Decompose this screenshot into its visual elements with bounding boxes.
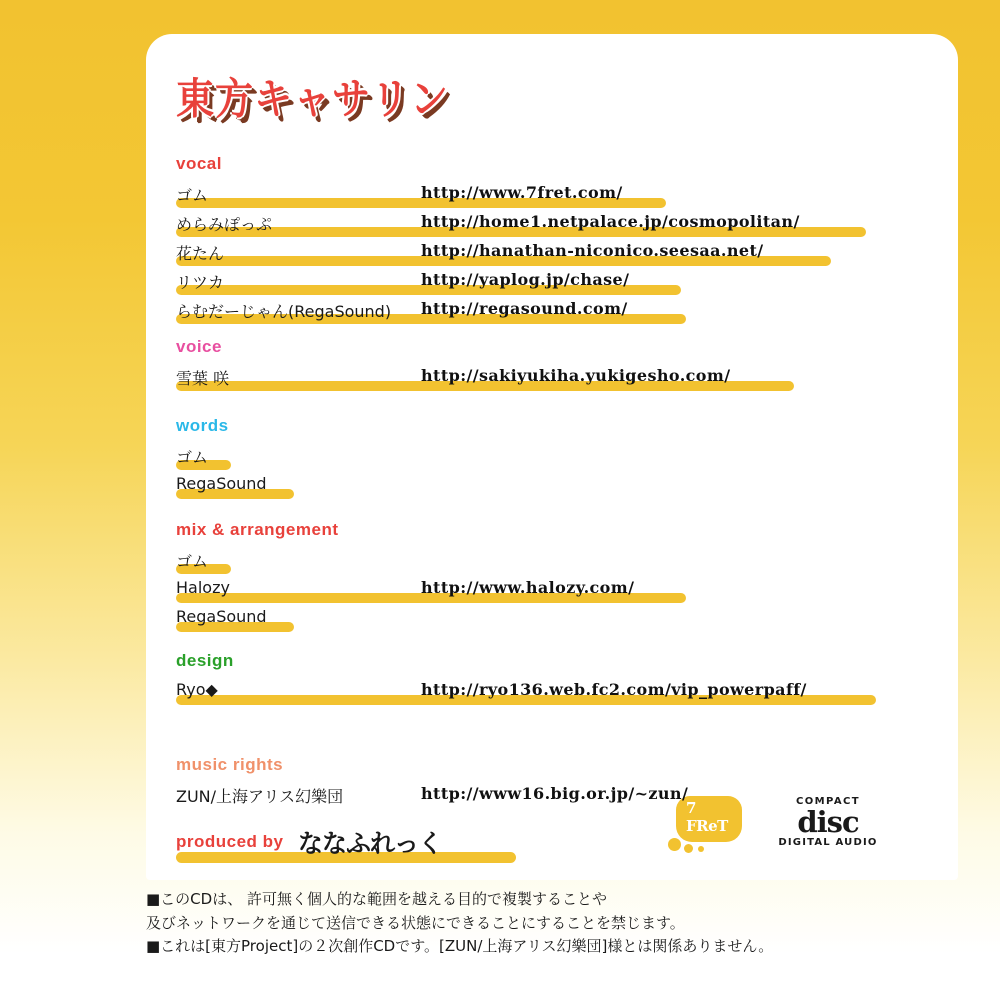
credit-row [176, 607, 936, 636]
legal-line: 及びネットワークを通じて送信できる状態にできることにすることを禁じます。 [146, 913, 685, 932]
credit-url[interactable]: http://www.halozy.com/ [421, 578, 635, 597]
credit-url[interactable]: http://ryo136.web.fc2.com/vip_powerpaff/ [421, 680, 807, 699]
credit-name: リツカ [176, 273, 225, 292]
credit-row [176, 549, 936, 578]
credit-name: ゴム [176, 448, 209, 467]
compact-disc-bottom-text: DIGITAL AUDIO [778, 837, 878, 849]
section-heading: words [176, 416, 229, 435]
compact-disc-wordmark: disc [797, 805, 859, 839]
section-heading: music rights [176, 755, 284, 774]
section-design [176, 651, 936, 709]
section-vocal [176, 154, 936, 328]
section-heading: voice [176, 337, 222, 356]
fret-logo-line1: 7 [686, 799, 697, 817]
credit-name: らむだーじゃん(RegaSound) [176, 302, 392, 321]
credit-row [176, 578, 936, 607]
credit-row [176, 445, 936, 474]
credit-row [176, 241, 936, 270]
fret-logo-dot-medium [684, 844, 693, 853]
credit-url[interactable]: http://sakiyukiha.yukigesho.com/ [421, 366, 731, 385]
compact-disc-logo [763, 796, 893, 854]
credit-name: めらみぽっぷ [176, 215, 273, 234]
legal-notice [146, 888, 886, 959]
credit-url[interactable]: http://home1.netpalace.jp/cosmopolitan/ [421, 212, 800, 231]
section-words [176, 416, 936, 503]
produced-by-label: produced by [176, 832, 284, 851]
credit-row [176, 270, 936, 299]
credit-name: ZUN/上海アリス幻樂団 [176, 787, 344, 806]
compact-disc-top-text: COMPACT [796, 796, 860, 807]
fret-logo [666, 796, 744, 856]
credit-name: RegaSound [176, 607, 267, 626]
produced-by-block [176, 824, 596, 860]
page-title: 東方キャサリン [176, 74, 450, 124]
credit-url[interactable]: http://www16.big.or.jp/~zun/ [421, 784, 689, 803]
section-heading: design [176, 651, 234, 670]
legal-line: ■これは[東方Project]の２次創作CDです。[ZUN/上海アリス幻樂団]様とは関係ありません。 [146, 937, 774, 956]
credit-name: 花たん [176, 244, 225, 263]
credit-row [176, 183, 936, 212]
credit-name: ゴム [176, 552, 209, 571]
producer-logo: ななふれっく [297, 829, 442, 858]
credit-name: ゴム [176, 186, 209, 205]
credit-row [176, 366, 936, 395]
fret-logo-dot-large [668, 838, 681, 851]
credit-row [176, 212, 936, 241]
credit-name: Ryo◆ [176, 680, 218, 699]
credit-url[interactable]: http://hanathan-niconico.seesaa.net/ [421, 241, 764, 260]
fret-logo-dot-small [698, 846, 704, 852]
credit-row [176, 680, 936, 709]
section-heading: vocal [176, 154, 222, 173]
credit-row [176, 299, 936, 328]
fret-logo-line2: FReT [686, 817, 728, 835]
credit-name: 雪葉 咲 [176, 369, 230, 388]
credit-row [176, 474, 936, 503]
legal-line: ■このCDは、 許可無く個人的な範囲を越える目的で複製することや [146, 890, 607, 908]
cover-card [146, 34, 958, 880]
credit-name: Halozy [176, 578, 230, 597]
section-mix [176, 520, 936, 636]
credit-url[interactable]: http://www.7fret.com/ [421, 183, 623, 202]
credit-url[interactable]: http://regasound.com/ [421, 299, 628, 318]
credit-name: RegaSound [176, 474, 267, 493]
section-heading: mix & arrangement [176, 520, 339, 539]
credit-url[interactable]: http://yaplog.jp/chase/ [421, 270, 630, 289]
section-voice [176, 337, 936, 395]
